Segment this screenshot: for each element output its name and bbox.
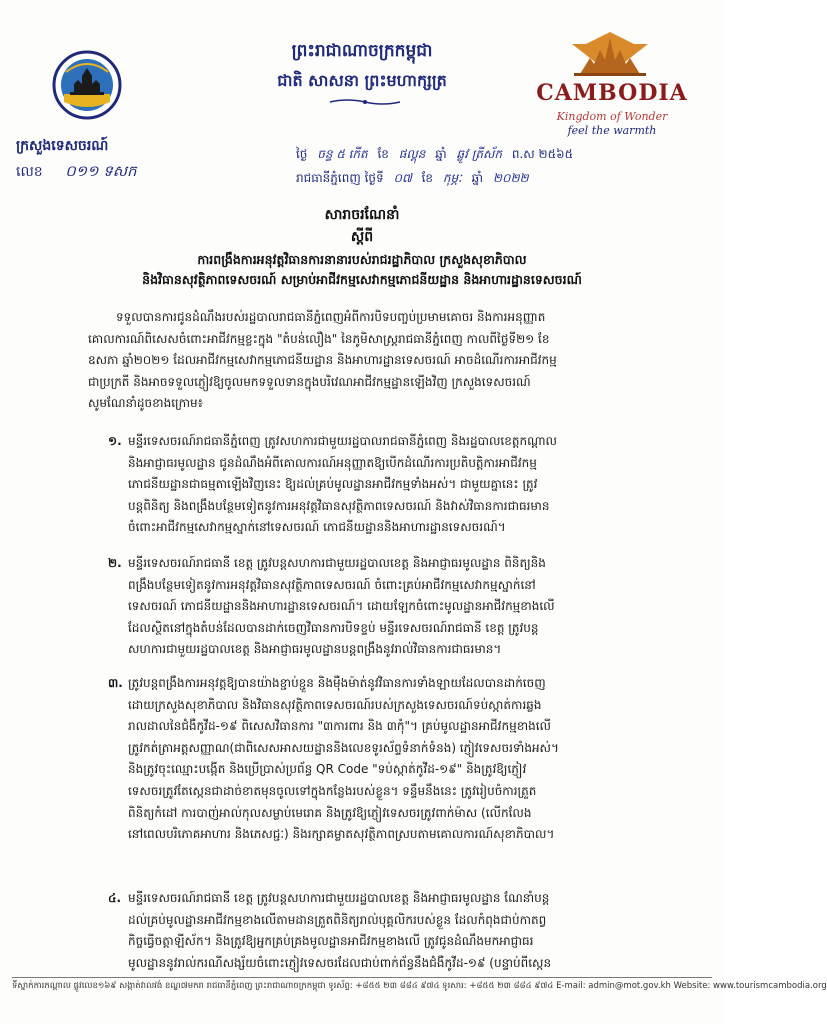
lunar-day-value: ចន្ទ ៥ កើត bbox=[317, 147, 368, 161]
document-about: ស្តីពី bbox=[350, 229, 374, 245]
list-item-number: ៤. bbox=[108, 891, 122, 905]
brand-name: CAMBODIA bbox=[536, 80, 688, 106]
list-item bbox=[108, 431, 698, 539]
national-motto: ជាតិ សាសនា ព្រះមហាក្សត្រ bbox=[277, 71, 447, 90]
buddhist-era: ព.ស ២៥៦៥ bbox=[511, 147, 574, 161]
year-label: ឆ្នាំ bbox=[471, 171, 484, 185]
place-name: រាជធានីភ្នំពេញ bbox=[296, 171, 361, 185]
reference-number bbox=[16, 162, 137, 184]
brand-tagline: Kingdom of Wonder bbox=[556, 110, 668, 123]
list-item-number: ២. bbox=[108, 556, 122, 570]
footer-divider bbox=[12, 977, 712, 978]
month-label: ខែ bbox=[421, 171, 434, 185]
list-item-text: មន្ទីរទេសចរណ៍រាជធានី ខេត្ត ត្រូវបន្តសហការជាមួយរដ្ឋបាលខេត្ត និងអាជ្ញាធរមូលដ្ឋាន ពិនិត្យនិង ពង្រឹងបន្ថែមទៀតនូវការអនុវត្តវិធានសុវត្ថិភាពទេសចរណ៍ ចំពោះគ្រប់អាជីវកម្មសេវាកម្មស្នាក់នៅ ទេសចរណ៍ ភោជនីយដ្ឋាននិងអាហារដ្ឋានទេសចរណ៍។ ដោយឡែកចំពោះមូលដ្ឋានអាជីវកម្មខាងលើ ដែលស្ថិតនៅក្នុងតំបន់ដែលបានដាក់ចេញវិធានការបិទខ្ទប់ មន្ទីរទេសចរណ៍រាជធានី ខេត្ត ត្រូវបន្ត សហការជាមួយរដ្ឋបាលខេត្ត និងអាជ្ញាធរមូលដ្ឋានបន្តពង្រឹងនូវរាល់វិធានការជាធរមាន។ bbox=[128, 556, 555, 657]
list-item-text: ត្រូវបន្តពង្រឹងការអនុវត្តឱ្យបានយ៉ាងខ្ជាប់ខ្ជួន និងម៉ឺងម៉ាត់នូវវិធានការទាំងឡាយដែលបានដាក់ចេញ ដោយក្រសួងសុខាភិបាល និងវិធានសុវត្ថិភាពទេសចរណ៍របស់ក្រសួងទេសចរណ៍ទប់ស្កាត់ការឆ្លង រាលដាលនៃជំងឺកូវីដ-១៩ ពិសេសវិធានការ "៣ការពារ និង ៣កុំ"។ គ្រប់មូលដ្ឋានអាជីវកម្មខាងលើ ត្រូវកត់ត្រាអត្តសញ្ញាណ(ជាពិសេសអាសយដ្ឋាននិងលេខទូរស័ព្ទទំនាក់ទំនង) ភ្ញៀវទេសចរទាំងអស់។ និងត្រូវចុះឈ្មោះបង្កើត និងប្រើប្រាស់ប្រព័ន្ធ QR Code "ទប់ស្កាត់កូវីដ-១៩" និងត្រូវឱ្យភ្ញៀវ ទេសចរត្រូវតែស្កេនជាដាច់ខាតមុនចូលទៅក្នុងកន្លែងរបស់ខ្លួន។ ទន្ទឹមនឹងនេះ ត្រូវរៀបចំការត្រួត ពិនិត្យកំដៅ ការបាញ់អាល់កុលសម្លាប់មេរោគ និងត្រូវឱ្យភ្ញៀវទេសចរត្រូវពាក់ម៉ាស (លើកលែង នៅពេលបរិភោគអាហារ និងភេសជ្ជៈ) និងរក្សាគម្លាតសុវត្ថិភាពស្របតាមគោលការណ៍សុខាភិបាល។ bbox=[128, 676, 559, 842]
ministry-name: ក្រសួងទេសចរណ៍ bbox=[16, 138, 109, 154]
intro-paragraph: ទទួលបានការជូនដំណឹងរបស់រដ្ឋបាលរាជធានីភ្នំពេញអំពីការបិទបញ្ចប់ប្រមាមគោចរ និងការអនុញ្ញាត គោលការណ៍ពិសេសចំពោះអាជីវកម្មខ្លះក្នុង "តំបន់លឿង" នៃភូមិសាស្ត្ររាជធានីភ្នំពេញ កាលពីថ្ងៃទី២១ ខែ ឧសភា ឆ្នាំ២០២១ ដែលអាជីវកម្មសេវាកម្មភោជនីយដ្ឋាន និងអាហារដ្ឋានទេសចរណ៍ អាចដំណើរការអាជីវកម្ម ជាប្រក្រតី និងអាចទទួលភ្ញៀវឱ្យចូលមកទទួលទានក្នុងបរិវេណអាជីវកម្មដ្ឋានឡើងវិញ ក្រសួងទេសចរណ៍ សូមណែនាំដូចខាងក្រោម៖ bbox=[88, 310, 557, 411]
document-title-line-1: ការពង្រឹងការអនុវត្តវិធានការនានារបស់រាជរដ្ឋាភិបាល ក្រសួងសុខាភិបាល bbox=[197, 252, 527, 267]
day-label: ថ្ងៃទី bbox=[364, 171, 384, 185]
lunar-year-label: ឆ្នាំ bbox=[435, 147, 447, 161]
year-value: ២០២២ bbox=[492, 171, 529, 185]
document-title-line-2: និងវិធានសុវត្ថិភាពទេសចរណ៍ សម្រាប់អាជីវកម្មសេវាកម្មភោជនីយដ្ឋាន និងអាហារដ្ឋានទេសចរណ៍ bbox=[142, 272, 582, 287]
reference-value: ០១១ ទសក bbox=[65, 162, 137, 180]
brand-slogan: feel the warmth bbox=[567, 124, 657, 137]
list-item bbox=[108, 888, 698, 974]
day-value: ០៧ bbox=[393, 171, 412, 185]
list-item-text: មន្ទីរទេសចរណ៍រាជធានី ខេត្ត ត្រូវបន្តសហការជាមួយរដ្ឋបាលខេត្ត និងអាជ្ញាធរមូលដ្ឋាន ណែនាំបន្ត ដល់គ្រប់មូលដ្ឋានអាជីវកម្មខាងលើតាមដានត្រួតពិនិត្យរាល់បុគ្គលិករបស់ខ្លួន ដែលកំពុងជាប់កាតព្វ កិច្ចធ្វើចត្តាឡីស័ក។ និងត្រូវឱ្យអ្នកគ្រប់គ្រងមូលដ្ឋានអាជីវកម្មខាងលើ ត្រូវជូនដំណឹងមកអាជ្ញាធរ មូលដ្ឋាននូវរាល់ករណីសង្ស័យចំពោះភ្ញៀវទេសចរដែលជាប់ពាក់ព័ន្ធនឹងជំងឺកូវីដ-១៩ (បន្ទាប់ពីស្កេន bbox=[128, 891, 552, 970]
list-item-number: ៣. bbox=[108, 676, 123, 690]
kingdom-heading: ព្រះរាជាណាចក្រកម្ពុជា bbox=[291, 41, 433, 61]
ornament-divider-icon bbox=[330, 98, 400, 106]
list-item-number: ១. bbox=[108, 434, 122, 448]
list-item-text: មន្ទីរទេសចរណ៍រាជធានីភ្នំពេញ ត្រូវសហការជាមួយរដ្ឋបាលរាជធានីភ្នំពេញ និងរដ្ឋបាលខេត្តកណ្តាល និងអាជ្ញាធរមូលដ្ឋាន ជូនដំណឹងអំពីគោលការណ៍អនុញ្ញាតឱ្យបើកដំណើរការប្រតិបត្តិការអាជីវកម្ម ភោជនីយដ្ឋានជាធម្មតាឡើងវិញនេះ ឱ្យដល់គ្រប់មូលដ្ឋានអាជីវកម្មទាំងអស់។ ជាមួយគ្នានេះ ត្រូវ បន្តពិនិត្យ និងពង្រឹងបន្ថែមទៀតនូវការអនុវត្តវិធានសុវត្ថិភាពទេសចរណ៍ និងវាស់វិធានការជាធរមាន ចំពោះអាជីវកម្មសេវាកម្មស្នាក់នៅទេសចរណ៍ ភោជនីយដ្ឋាននិងអាហារដ្ឋានទេសចរណ៍។ bbox=[128, 434, 557, 535]
solar-date bbox=[296, 170, 535, 188]
list-item bbox=[108, 553, 698, 661]
lunar-month-value: ផល្គុន bbox=[398, 147, 426, 161]
lunar-day-label: ថ្ងៃ bbox=[296, 147, 308, 161]
lunar-date bbox=[296, 146, 573, 164]
lunar-year-value: ឆ្លូវ ត្រីស័ក bbox=[456, 147, 503, 161]
footer-contact: ទីស្នាក់ការកណ្តាល ផ្លូវលេខ១៦៩ សង្កាត់វាលវង់ ខណ្ឌ៧មករា រាជធានីភ្នំពេញ ព្រះរាជាណាចក្រកម្ពុជា ទូរស័ព្ទ: +៨៥៥ ២៣ ៨៨៤ ៩៧៤ ទូរសារ: +៨៥៥ ២៣ ៨៨៤ ៩៧៤ E-mail: admin@mot.gov.kh Website: www.tourismcambodia.org bbox=[12, 981, 827, 991]
document-type: សារាចរណែនាំ bbox=[324, 207, 400, 223]
tourism-brand bbox=[532, 30, 692, 140]
month-value: កុម្ភៈ bbox=[442, 171, 462, 185]
angkor-temple-icon bbox=[560, 30, 660, 78]
list-item bbox=[108, 673, 698, 846]
reference-label: លេខ bbox=[16, 164, 43, 180]
lunar-month-label: ខែ bbox=[377, 147, 389, 161]
